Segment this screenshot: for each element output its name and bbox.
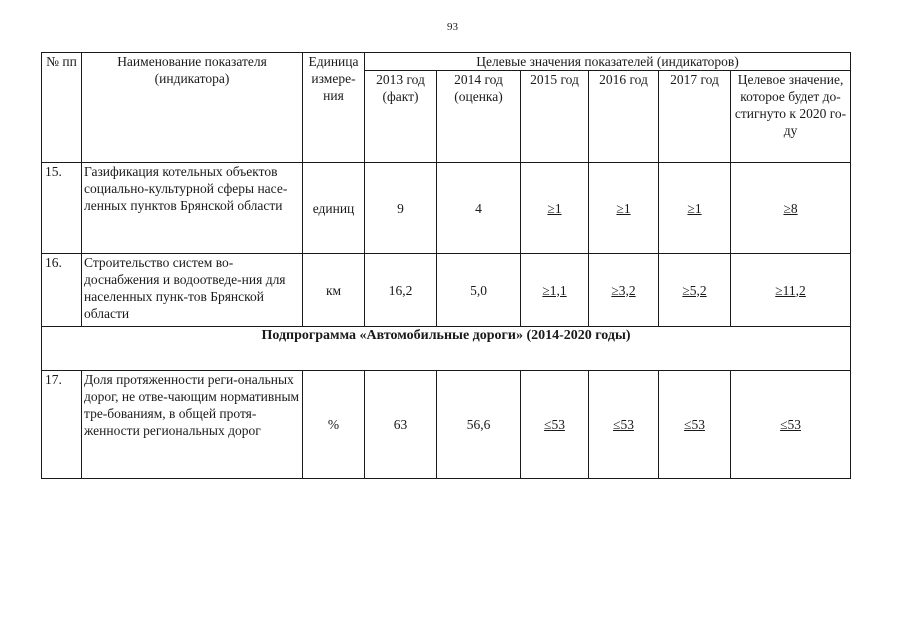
header-year-2013: 2013 год (факт) [365,71,437,163]
value-text: ≥5,2 [682,282,707,298]
row-value-2017 [659,371,731,479]
header-name: Наименование показателя (индикатора) [82,53,303,163]
row-number: 17. [42,371,82,479]
row-unit: % [303,371,365,479]
header-targets: Целевые значения показателей (индикаторов) [365,53,851,71]
value-text: ≤53 [780,417,801,432]
value-text: ≥1,1 [542,282,567,298]
section-row [42,327,851,371]
row-value-2013: 16,2 [365,254,437,327]
page-number: 93 [447,21,458,33]
row-value-2020 [731,163,851,254]
row-value-2017 [659,254,731,327]
table-row [42,371,851,479]
value-text: ≥11,2 [775,282,806,298]
row-value-2016 [589,254,659,327]
value-text: ≥8 [783,200,798,216]
header-year-2017: 2017 год [659,71,731,163]
header-year-2015: 2015 год [521,71,589,163]
row-value-2014: 56,6 [437,371,521,479]
row-value-2013: 9 [365,163,437,254]
row-value-2013: 63 [365,371,437,479]
value-text: ≤53 [684,417,705,432]
row-value-2017 [659,163,731,254]
row-value-2015 [521,371,589,479]
row-number: 16. [42,254,82,327]
row-value-2016 [589,163,659,254]
header-year-2014: 2014 год (оценка) [437,71,521,163]
row-value-2020 [731,371,851,479]
row-value-2015 [521,254,589,327]
header-number: № пп [42,53,82,163]
indicators-table [41,52,851,479]
header-row [42,53,851,71]
value-text: ≥3,2 [611,282,636,298]
value-text: ≤53 [613,417,634,432]
header-unit: Единица измере-ния [303,53,365,163]
row-value-2014: 5,0 [437,254,521,327]
row-value-2016 [589,371,659,479]
value-text: ≤53 [544,417,565,432]
row-unit: единиц [303,163,365,254]
header-year-2016: 2016 год [589,71,659,163]
value-text: ≥1 [687,200,702,216]
row-name: Газификация котельных объектов социально-культурной сферы насе-ленных пунктов Брянской области [82,163,303,254]
row-number: 15. [42,163,82,254]
row-name: Доля протяженности реги-ональных дорог, не отве-чающим нормативным тре-бованиям, в общей протя-женности региональных дорог [82,371,303,479]
row-name: Строительство систем во-доснабжения и водоотведе-ния для населенных пунк-тов Брянской области [82,254,303,327]
row-value-2014: 4 [437,163,521,254]
table-row [42,163,851,254]
row-unit: км [303,254,365,327]
section-title: Подпрограмма «Автомобильные дороги» (2014-2020 годы) [42,327,851,371]
table-row [42,254,851,327]
value-text: ≥1 [547,200,562,216]
header-target-2020: Целевое значение, которое будет до-стигнуто к 2020 го-ду [731,71,851,163]
value-text: ≥1 [616,200,631,216]
row-value-2015 [521,163,589,254]
row-value-2020 [731,254,851,327]
